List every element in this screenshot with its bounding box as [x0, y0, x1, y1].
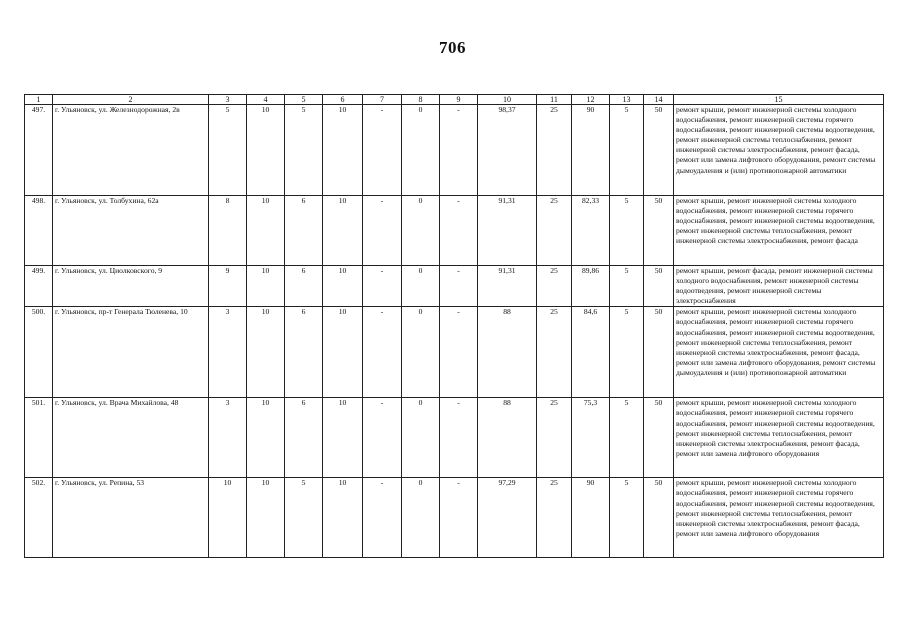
works-cell: ремонт крыши, ремонт инженерной системы холодного водоснабжения, ремонт инженерной системы горячего водоснабжения, ремонт инженерной системы водоотведения, ремонт инженерной системы теплоснабжения, ремонт инженерной системы электроснабжения, ремонт фасада, ремонт или замена лифтового оборудования, ремонт системы дымоудаления и (или) противопожарной автоматики: [674, 105, 884, 196]
value-cell: 75,3: [572, 398, 610, 478]
row-number: 498.: [25, 196, 53, 266]
address-cell: г. Ульяновск, ул. Циолковского, 9: [53, 266, 209, 307]
address-cell: г. Ульяновск, ул. Железнодорожная, 2в: [53, 105, 209, 196]
value-cell: -: [363, 478, 402, 558]
value-cell: 10: [247, 105, 285, 196]
value-cell: 50: [644, 196, 674, 266]
value-cell: 89,86: [572, 266, 610, 307]
value-cell: 50: [644, 307, 674, 398]
value-cell: 25: [537, 105, 572, 196]
registry-table: [24, 94, 884, 558]
value-cell: 3: [209, 398, 247, 478]
column-header: 15: [674, 95, 884, 105]
column-header: 12: [572, 95, 610, 105]
value-cell: 8: [209, 196, 247, 266]
value-cell: 3: [209, 307, 247, 398]
value-cell: 5: [610, 266, 644, 307]
value-cell: 5: [610, 307, 644, 398]
column-header: 2: [53, 95, 209, 105]
value-cell: 5: [610, 196, 644, 266]
value-cell: 0: [402, 266, 440, 307]
works-cell: ремонт крыши, ремонт инженерной системы холодного водоснабжения, ремонт инженерной системы горячего водоснабжения, ремонт инженерной системы водоотведения, ремонт инженерной системы теплоснабжения, ремонт инженерной системы электроснабжения, ремонт фасада, ремонт или замена лифтового оборудования: [674, 478, 884, 558]
column-header: 9: [440, 95, 478, 105]
address-cell: г. Ульяновск, ул. Толбухина, 62а: [53, 196, 209, 266]
value-cell: 10: [323, 105, 363, 196]
row-number: 499.: [25, 266, 53, 307]
value-cell: 25: [537, 398, 572, 478]
value-cell: 6: [285, 266, 323, 307]
value-cell: 10: [247, 307, 285, 398]
value-cell: 25: [537, 266, 572, 307]
address-cell: г. Ульяновск, пр-т Генерала Тюленева, 10: [53, 307, 209, 398]
value-cell: -: [363, 266, 402, 307]
value-cell: 6: [285, 196, 323, 266]
row-number: 497.: [25, 105, 53, 196]
value-cell: 9: [209, 266, 247, 307]
value-cell: 5: [209, 105, 247, 196]
works-cell: ремонт крыши, ремонт инженерной системы холодного водоснабжения, ремонт инженерной системы горячего водоснабжения, ремонт инженерной системы водоотведения, ремонт инженерной системы теплоснабжения, ремонт инженерной системы электроснабжения, ремонт фасада: [674, 196, 884, 266]
column-header: 7: [363, 95, 402, 105]
value-cell: 5: [285, 105, 323, 196]
value-cell: 10: [323, 266, 363, 307]
value-cell: -: [440, 105, 478, 196]
row-number: 501.: [25, 398, 53, 478]
value-cell: 88: [478, 307, 537, 398]
value-cell: 90: [572, 478, 610, 558]
column-header: 14: [644, 95, 674, 105]
works-cell: ремонт крыши, ремонт инженерной системы холодного водоснабжения, ремонт инженерной системы горячего водоснабжения, ремонт инженерной системы водоотведения, ремонт инженерной системы теплоснабжения, ремонт инженерной системы электроснабжения, ремонт фасада, ремонт или замена лифтового оборудования, ремонт системы дымоудаления и (или) противопожарной автоматики: [674, 307, 884, 398]
value-cell: 88: [478, 398, 537, 478]
header-row: [25, 95, 884, 105]
value-cell: 10: [209, 478, 247, 558]
value-cell: 25: [537, 196, 572, 266]
value-cell: 0: [402, 196, 440, 266]
value-cell: 50: [644, 478, 674, 558]
works-cell: ремонт крыши, ремонт инженерной системы холодного водоснабжения, ремонт инженерной системы горячего водоснабжения, ремонт инженерной системы водоотведения, ремонт инженерной системы теплоснабжения, ремонт инженерной системы электроснабжения, ремонт фасада, ремонт или замена лифтового оборудования: [674, 398, 884, 478]
table-row: [25, 478, 884, 558]
value-cell: 10: [247, 478, 285, 558]
value-cell: 10: [247, 266, 285, 307]
value-cell: 25: [537, 307, 572, 398]
table-row: [25, 398, 884, 478]
value-cell: 91,31: [478, 196, 537, 266]
value-cell: 0: [402, 398, 440, 478]
value-cell: 10: [323, 398, 363, 478]
value-cell: 0: [402, 105, 440, 196]
value-cell: 0: [402, 307, 440, 398]
value-cell: -: [363, 307, 402, 398]
column-header: 13: [610, 95, 644, 105]
value-cell: 10: [247, 398, 285, 478]
table-row: [25, 105, 884, 196]
address-cell: г. Ульяновск, ул. Врача Михайлова, 48: [53, 398, 209, 478]
works-cell: ремонт крыши, ремонт фасада, ремонт инженерной системы холодного водоснабжения, ремонт инженерной системы водоотведения, ремонт инженерной системы электроснабжения: [674, 266, 884, 307]
value-cell: 5: [610, 398, 644, 478]
value-cell: -: [363, 105, 402, 196]
value-cell: 84,6: [572, 307, 610, 398]
value-cell: 25: [537, 478, 572, 558]
row-number: 500.: [25, 307, 53, 398]
value-cell: 97,29: [478, 478, 537, 558]
value-cell: -: [440, 266, 478, 307]
value-cell: 50: [644, 105, 674, 196]
table-row: [25, 196, 884, 266]
address-cell: г. Ульяновск, ул. Репина, 53: [53, 478, 209, 558]
column-header: 10: [478, 95, 537, 105]
value-cell: 50: [644, 266, 674, 307]
value-cell: -: [440, 398, 478, 478]
value-cell: -: [440, 478, 478, 558]
value-cell: 6: [285, 398, 323, 478]
value-cell: 98,37: [478, 105, 537, 196]
value-cell: 10: [323, 478, 363, 558]
table-row: [25, 266, 884, 307]
column-header: 4: [247, 95, 285, 105]
column-header: 8: [402, 95, 440, 105]
value-cell: -: [363, 196, 402, 266]
value-cell: -: [440, 307, 478, 398]
value-cell: 50: [644, 398, 674, 478]
column-header: 6: [323, 95, 363, 105]
value-cell: 82,33: [572, 196, 610, 266]
value-cell: 6: [285, 307, 323, 398]
row-number: 502.: [25, 478, 53, 558]
value-cell: 0: [402, 478, 440, 558]
column-header: 3: [209, 95, 247, 105]
table-row: [25, 307, 884, 398]
column-header: 1: [25, 95, 53, 105]
column-header: 5: [285, 95, 323, 105]
value-cell: 5: [610, 478, 644, 558]
value-cell: -: [440, 196, 478, 266]
value-cell: 91,31: [478, 266, 537, 307]
page-number: 706: [439, 38, 466, 57]
value-cell: 90: [572, 105, 610, 196]
value-cell: 5: [610, 105, 644, 196]
value-cell: 10: [323, 307, 363, 398]
value-cell: -: [363, 398, 402, 478]
value-cell: 10: [323, 196, 363, 266]
column-header: 11: [537, 95, 572, 105]
value-cell: 10: [247, 196, 285, 266]
value-cell: 5: [285, 478, 323, 558]
